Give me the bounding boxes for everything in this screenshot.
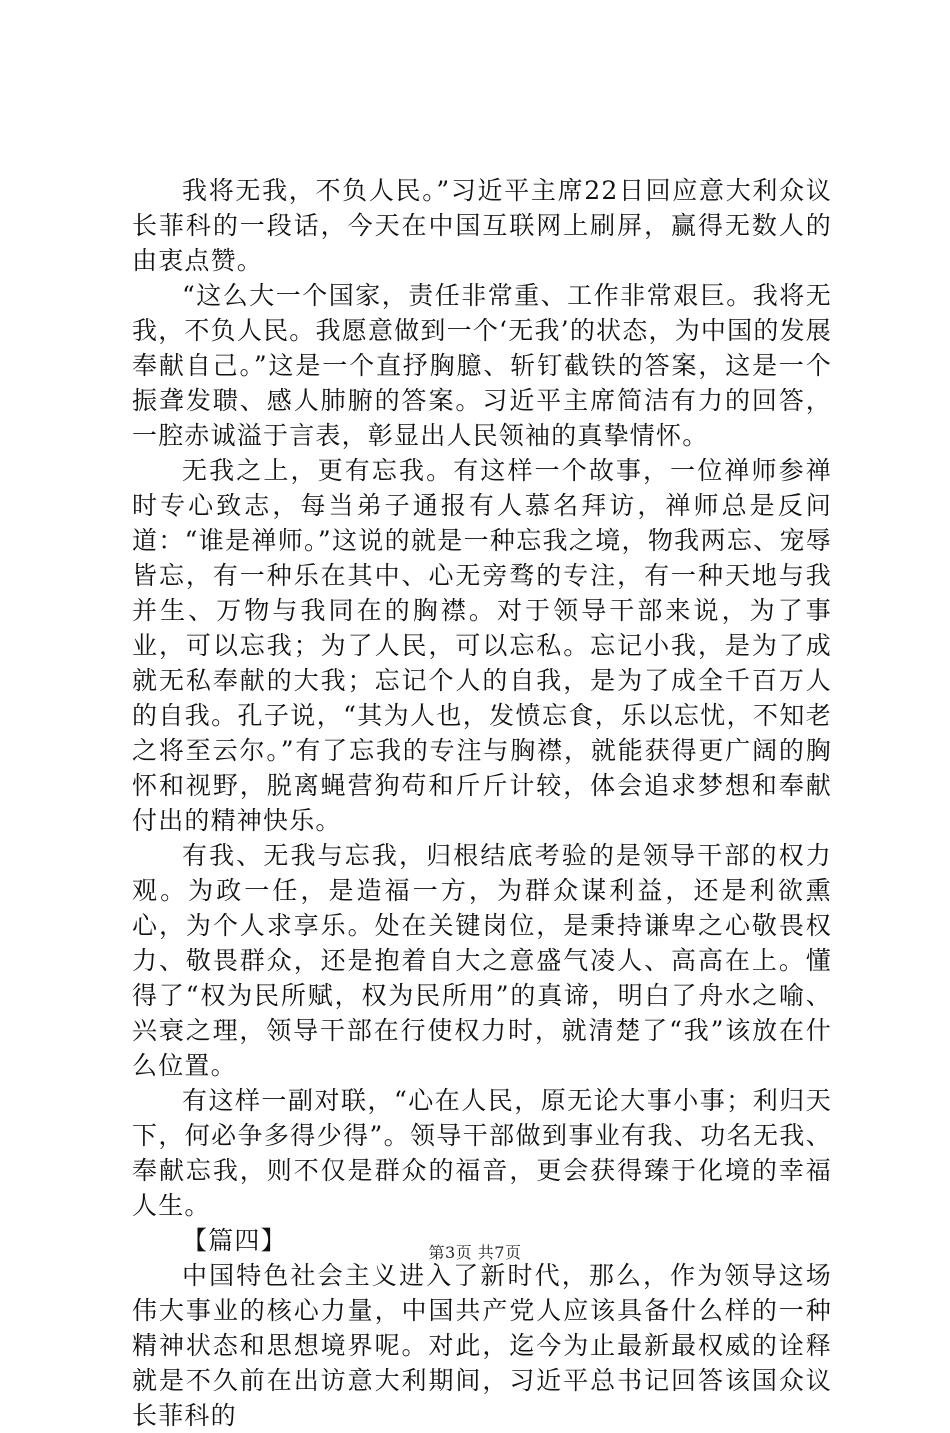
paragraph-4: 有我、无我与忘我，归根结底考验的是领导干部的权力观。为政一任，是造福一方，为群众谋利益，还是利欲熏心，为个人求享乐。处在关键岗位，是秉持谦卑之心敬畏权力、敬畏群众，还是抱着自大之意盛气凌人、高高在上。懂得了“权为民所赋，权为民所用”的真谛，明白了舟水之喻、兴衰之理，领导干部在行使权力时，就清楚了“我”该放在什么位置。 [132,841,832,1080]
paragraph-3: 无我之上，更有忘我。有这样一个故事，一位禅师参禅时专心致志，每当弟子通报有人慕名拜访，禅师总是反问道：“谁是禅师。”这说的就是一种忘我之境，物我两忘、宠辱皆忘，有一种乐在其中、心无旁骛的专注，有一种天地与我并生、万物与我同在的胸襟。对于领导干部来说，为了事业，可以忘我；为了人民，可以忘私。忘记小我，是为了成就无私奉献的大我；忘记个人的自我，是为了成全千百万人的自我。孔子说，“其为人也，发愤忘食，乐以忘忧，不知老之将至云尔。”有了忘我的专注与胸襟，就能获得更广阔的胸怀和视野，脱离蝇营狗苟和斤斤计较，体会追求梦想和奉献付出的精神快乐。 [132,456,832,835]
paragraph-5: 有这样一副对联，“心在人民，原无论大事小事；利归天下，何必争多得少得”。领导干部做到事业有我、功名无我、奉献忘我，则不仅是群众的福音，更会获得臻于化境的幸福人生。 [132,1086,832,1220]
paragraph-1: 我将无我，不负人民。”习近平主席22日回应意大利众议长菲科的一段话，今天在中国互联网上刷屏，赢得无数人的由衷点赞。 [132,176,832,275]
section-paragraph: 中国特色社会主义进入了新时代，那么，作为领导这场伟大事业的核心力量，中国共产党人应该具备什么样的一种精神状态和思想境界呢。对此，迄今为止最新最权威的诠释就是不久前在出访意大利期间，习近平总书记回答该国众议长菲科的 [132,1261,832,1430]
section-heading: 【篇四】 [182,1226,287,1255]
page-number-footer: 第3页 共7页 [428,1243,522,1262]
paragraph-2: “这么大一个国家，责任非常重、工作非常艰巨。我将无我，不负人民。我愿意做到一个‘无我’的状态，为中国的发展奉献自己。”这是一个直抒胸臆、斩钉截铁的答案，这是一个振聋发聩、感人肺腑的答案。习近平主席简洁有力的回答，一腔赤诚溢于言表，彰显出人民领袖的真挚情怀。 [132,281,832,450]
